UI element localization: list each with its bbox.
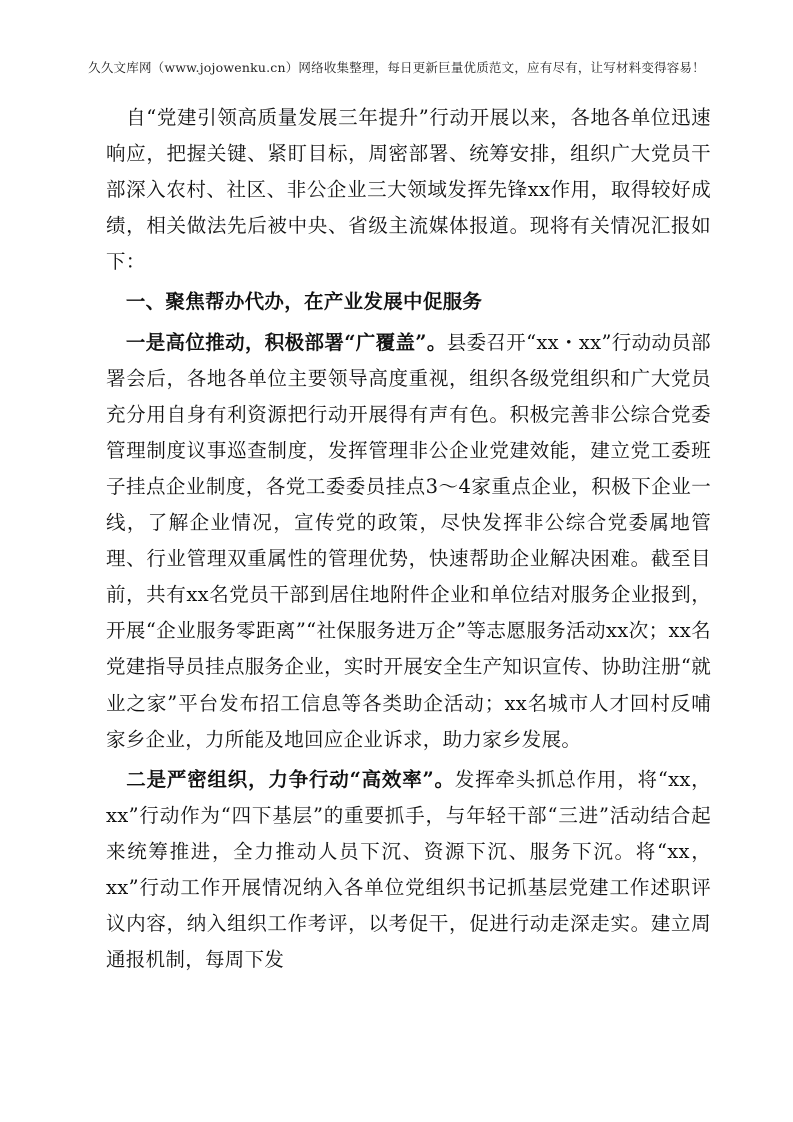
section-heading-text: 一、聚焦帮办代办，在产业发展中促服务: [125, 290, 483, 314]
paragraph-2-body: 发挥牵头抓总作用，将“xx，xx”行动作为“四下基层”的重要抓手，与年轻干部“三进”活动结合起来统筹推进，全力推动人员下沉、资源下沉、服务下沉。将“xx，xx”行动工作开展情况纳入各单位党组织书记抓基层党建工作述职评议内容，纳入组织工作考评，以考促干，促进行动走深走实。建立周通报机制，每周下发: [106, 767, 711, 972]
paragraph-2-lead: 二是严密组织，力争行动“高效率”。: [125, 767, 455, 791]
intro-text: 自“党建引领高质量发展三年提升”行动开展以来，各地各单位迅速响应，把握关键、紧盯目标，周密部署、统筹安排，组织广大党员干部深入农村、社区、非公企业三大领域发挥先锋xx作用，取得较好成绩，相关做法先后被中央、省级主流媒体报道。现将有关情况汇报如下：: [106, 106, 711, 274]
document-body: [106, 100, 711, 978]
section-heading: [106, 284, 711, 320]
paragraph-2: [106, 762, 711, 979]
paragraph-1-body: 县委召开“xx・xx”行动动员部署会后，各地各单位主要领导高度重视，组织各级党组织和广大党员充分用自身有利资源把行动开展得有声有色。积极完善非公综合党委管理制度议事巡查制度，发挥管理非公企业党建效能，建立党工委班子挂点企业制度，各党工委委员挂点3～4家重点企业，积极下企业一线，了解企业情况，宣传党的政策，尽快发挥非公综合党委属地管理、行业管理双重属性的管理优势，快速帮助企业解决困难。截至目前，共有xx名党员干部到居住地附件企业和单位结对服务企业报到，开展“企业服务零距离”“社保服务进万企”等志愿服务活动xx次；xx名党建指导员挂点服务企业，实时开展安全生产知识宣传、协助注册“就业之家”平台发布招工信息等各类助企活动；xx名城市人才回村反哺家乡企业，力所能及地回应企业诉求，助力家乡发展。: [106, 330, 711, 751]
paragraph-1-lead: 一是高位推动，积极部署“广覆盖”。: [125, 330, 447, 354]
paragraph-1: [106, 325, 711, 758]
intro-paragraph: [106, 100, 711, 280]
header-note: 久久文库网（www.jojowenku.cn）网络收集整理，每日更新巨量优质范文，应有尽有，让写材料变得容易！: [88, 60, 705, 75]
